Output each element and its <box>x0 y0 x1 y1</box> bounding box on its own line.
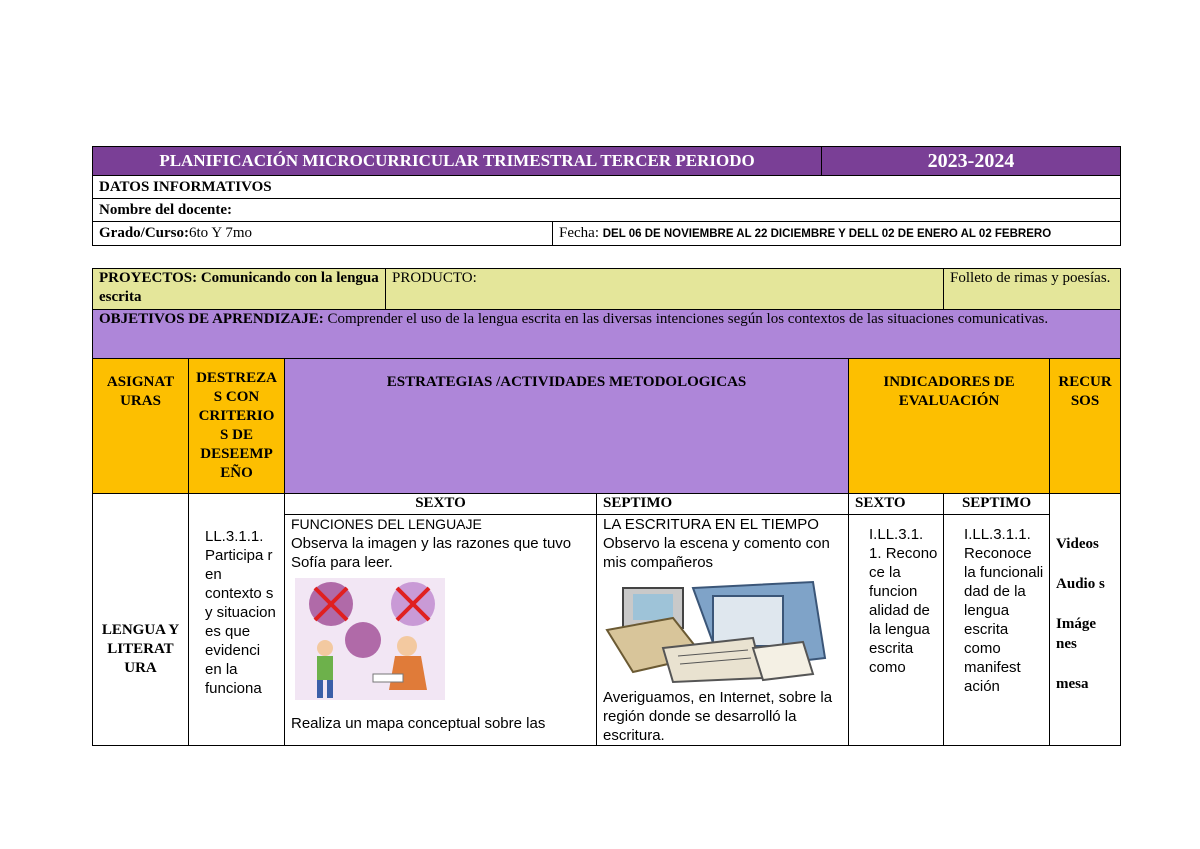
grado-label: Grado/Curso: <box>99 225 189 241</box>
septimo-after: Averiguamos, en Internet, sobre la región donde se desarrolló la escritura. <box>603 689 833 744</box>
writing-history-illustration <box>603 578 829 684</box>
destreza-cell: LL.3.1.1. Participa r en contexto s y situacion es que evidenci en la funciona <box>189 494 285 746</box>
sub-ind-sexto: SEXTO <box>849 494 944 515</box>
sexto-activity <box>285 515 597 746</box>
indicador-septimo: I.LL.3.1.1. Reconoce la funcionali dad de la lengua escrita como manifest ación <box>944 515 1050 746</box>
recursos-cell <box>1050 494 1121 746</box>
col-destrezas: DESTREZA S CON CRITERIO S DE DESEEMP EÑO <box>189 359 285 494</box>
sub-ind-septimo: SEPTIMO <box>944 494 1050 515</box>
recurso-item: Imáge nes <box>1056 616 1097 652</box>
objetivos-label: OBJETIVOS DE APRENDIZAJE: <box>99 311 324 327</box>
producto-cell <box>386 269 944 310</box>
producto-label: PRODUCTO: <box>392 270 477 286</box>
grado-value: 6to Y 7mo <box>189 225 253 241</box>
grado-cell <box>93 222 553 246</box>
sexto-text: Observa la imagen y las razones que tuvo Sofía para leer. <box>291 535 572 571</box>
header-table <box>92 146 1121 246</box>
objetivos-value: Comprender el uso de la lengua escrita en las diversas intenciones según los contextos de las situaciones comunicativas. <box>323 311 1049 327</box>
sexto-after: Realiza un mapa conceptual sobre las <box>291 715 546 732</box>
recurso-item: mesa <box>1056 676 1089 692</box>
asignatura-cell: LENGUA Y LITERAT URA <box>93 494 189 746</box>
proyectos-value: Comunicando con la lengua escrita <box>99 270 379 305</box>
septimo-title: LA ESCRITURA EN EL TIEMPO <box>603 516 819 533</box>
docente-label: Nombre del docente: <box>93 199 1121 222</box>
producto-value: Folleto de rimas y poesías. <box>944 269 1121 310</box>
fecha-cell <box>553 222 1121 246</box>
septimo-activity <box>597 515 849 746</box>
datos-informativos: DATOS INFORMATIVOS <box>93 176 1121 199</box>
col-estrategias: ESTRATEGIAS /ACTIVIDADES METODOLOGICAS <box>285 359 849 494</box>
proyectos-label: PROYECTOS: <box>99 270 198 286</box>
school-year: 2023-2024 <box>822 147 1121 176</box>
septimo-text: Observo la escena y comento con mis compañeros <box>603 535 830 571</box>
recurso-item: Audio s <box>1056 576 1105 592</box>
sub-septimo: SEPTIMO <box>597 494 849 515</box>
fecha-label: Fecha: <box>559 225 603 241</box>
fecha-value: DEL 06 DE NOVIEMBRE AL 22 DICIEMBRE Y DELL 02 DE ENERO AL 02 FEBRERO <box>602 228 1052 240</box>
col-recursos: RECUR SOS <box>1050 359 1121 494</box>
planning-table <box>92 268 1121 746</box>
recurso-item: Videos <box>1056 536 1099 552</box>
objetivos-cell <box>93 310 1121 359</box>
reading-illustration <box>295 578 445 700</box>
indicador-sexto: I.LL.3.1. 1. Recono ce la funcion alidad de la lengua escrita como <box>849 515 944 746</box>
sexto-title: FUNCIONES DEL LENGUAJE <box>291 516 482 532</box>
page-title: PLANIFICACIÓN MICROCURRICULAR TRIMESTRAL TERCER PERIODO <box>93 147 822 176</box>
sub-sexto: SEXTO <box>285 494 597 515</box>
col-indicadores: INDICADORES DE EVALUACIÓN <box>849 359 1050 494</box>
col-asignaturas: ASIGNAT URAS <box>93 359 189 494</box>
proyectos-cell <box>93 269 386 310</box>
